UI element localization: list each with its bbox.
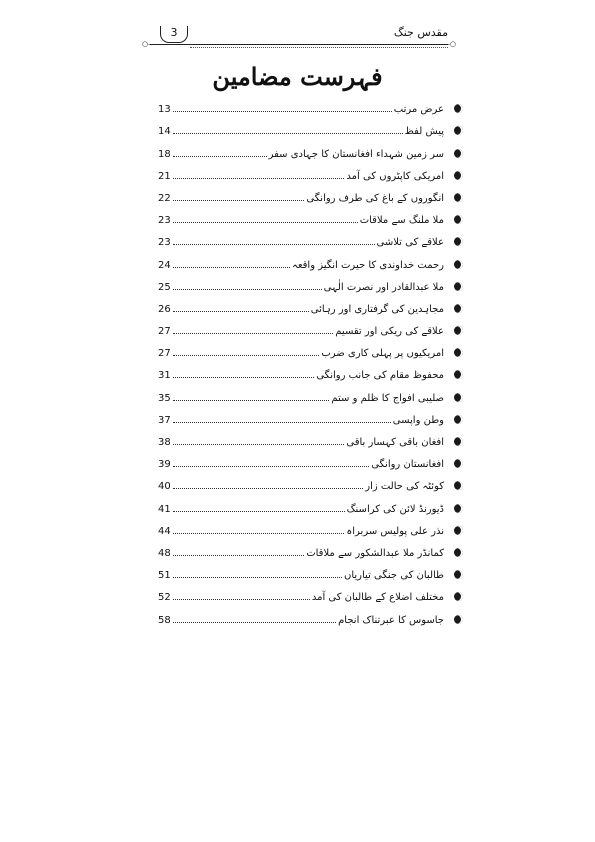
bullet-icon	[454, 193, 463, 202]
toc-entry-page: 41	[158, 503, 171, 515]
toc-entry-page: 26	[158, 303, 171, 315]
toc-entry-page: 31	[158, 370, 171, 382]
toc-entry[interactable]	[158, 560, 463, 582]
bullet-icon	[454, 304, 463, 313]
toc-entry-title: امریکی کاپٹروں کی آمد	[346, 170, 444, 182]
toc-entry-page: 14	[158, 126, 171, 138]
dot-leader	[173, 422, 391, 423]
toc-entry[interactable]	[158, 272, 463, 294]
toc-entry-page: 13	[158, 104, 171, 116]
toc-entry-title: علاقے کی ریکی اور تقسیم	[335, 326, 444, 338]
toc-entry[interactable]	[158, 338, 463, 360]
toc-entry[interactable]	[158, 205, 463, 227]
toc-entry-title: مجاہدین کی گرفتاری اور رہائی	[310, 303, 444, 315]
toc-entry-page: 27	[158, 348, 171, 360]
toc-entry-title: ملا ملنگ سے ملاقات	[359, 215, 444, 227]
toc-entry-title: انگوروں کے باغ کی طرف روانگی	[306, 192, 444, 204]
header-rule	[150, 44, 448, 45]
toc-entry[interactable]	[158, 227, 463, 249]
bullet-icon	[454, 237, 463, 246]
bullet-icon	[454, 459, 463, 468]
toc-entry-page: 51	[158, 570, 171, 582]
toc-entry-page: 39	[158, 459, 171, 471]
toc-entry-title: علاقے کی تلاشی	[376, 237, 444, 249]
toc-entry[interactable]	[158, 516, 463, 538]
toc-entry-title: طالبان کی جنگی تیاریاں	[344, 570, 444, 582]
toc-entry[interactable]	[158, 382, 463, 404]
toc-entry-title: افغانستان روانگی	[371, 459, 444, 471]
toc-entry[interactable]	[158, 294, 463, 316]
bullet-icon	[454, 149, 463, 158]
bullet-icon	[454, 215, 463, 224]
toc-entry-title: جاسوس کا عبرتناک انجام	[338, 614, 444, 626]
bullet-icon	[454, 260, 463, 269]
dot-leader	[173, 133, 403, 134]
toc-entry[interactable]	[158, 449, 463, 471]
dot-leader	[173, 200, 305, 201]
toc-entry-page: 27	[158, 326, 171, 338]
bullet-icon	[454, 415, 463, 424]
dot-leader	[173, 289, 322, 290]
bullet-icon	[454, 481, 463, 490]
toc-entry[interactable]	[158, 582, 463, 604]
toc-entry-title: مختلف اضلاع کے طالبان کی آمد	[311, 592, 444, 604]
dot-leader	[173, 533, 345, 534]
toc-title: فہرست مضامین	[212, 62, 383, 91]
toc-entry[interactable]	[158, 316, 463, 338]
dot-leader	[173, 244, 375, 245]
page-header	[142, 26, 456, 50]
toc-entry[interactable]	[158, 405, 463, 427]
header-ornament-right: —○	[442, 40, 456, 48]
dot-leader	[173, 444, 345, 445]
bullet-icon	[454, 615, 463, 624]
dot-leader	[173, 511, 345, 512]
dot-leader	[173, 267, 290, 268]
book-title: مقدس جنگ	[393, 26, 448, 39]
header-rule-dotted	[190, 47, 448, 48]
toc-entry[interactable]	[158, 138, 463, 160]
toc-entry-page: 52	[158, 592, 171, 604]
toc-entry-title: نذر علی پولیس سربراہ	[346, 525, 444, 537]
toc-entry-page: 22	[158, 192, 171, 204]
toc-entry-page: 23	[158, 215, 171, 227]
toc-entry-page: 44	[158, 525, 171, 537]
dot-leader	[173, 311, 309, 312]
page-number: 3	[160, 26, 188, 43]
toc-entry[interactable]	[158, 249, 463, 271]
toc-entry-page: 58	[158, 614, 171, 626]
toc-entry-page: 25	[158, 281, 171, 293]
dot-leader	[173, 333, 334, 334]
toc-entry-title: افغان باقی کہسار باقی	[346, 437, 444, 448]
toc-entry-title: کوئٹہ کی حالت زار	[365, 481, 444, 493]
toc-entry-page: 18	[158, 148, 171, 160]
dot-leader	[173, 555, 304, 556]
bullet-icon	[454, 370, 463, 379]
toc-entry-title: وطن واپسی	[392, 414, 444, 426]
bullet-icon	[454, 526, 463, 535]
toc-entry-title: محفوظ مقام کی جانب روانگی	[316, 370, 444, 382]
dot-leader	[173, 178, 345, 179]
header-ornament-left: ○—	[142, 40, 156, 48]
toc-entry[interactable]	[158, 116, 463, 138]
toc-entry-title: کمانڈر ملا عبدالشکور سے ملاقات	[306, 547, 444, 559]
dot-leader	[173, 111, 392, 112]
bullet-icon	[454, 504, 463, 513]
toc-entry-page: 38	[158, 437, 171, 448]
toc-entry[interactable]	[158, 94, 463, 116]
toc-entry-title: امریکیوں پر پہلی کاری ضرب	[321, 348, 444, 360]
bullet-icon	[454, 570, 463, 579]
dot-leader	[173, 577, 342, 578]
toc-entry-page: 21	[158, 170, 171, 182]
bullet-icon	[454, 592, 463, 601]
toc-entry-title: سر زمین شہداء افغانستان کا جہادی سفر	[268, 148, 444, 160]
bullet-icon	[454, 171, 463, 180]
toc-entry-page: 48	[158, 547, 171, 559]
dot-leader	[173, 622, 336, 623]
bullet-icon	[454, 282, 463, 291]
toc-list	[158, 94, 463, 627]
bullet-icon	[454, 348, 463, 357]
toc-entry-title: صلیبی افواج کا ظلم و ستم	[331, 392, 444, 404]
toc-entry-page: 37	[158, 414, 171, 426]
toc-entry[interactable]	[158, 493, 463, 515]
dot-leader	[173, 377, 315, 378]
toc-entry[interactable]	[158, 538, 463, 560]
toc-entry[interactable]	[158, 161, 463, 183]
toc-entry[interactable]	[158, 427, 463, 449]
toc-entry-page: 40	[158, 481, 171, 493]
toc-entry-page: 24	[158, 259, 171, 271]
toc-entry-page: 23	[158, 237, 171, 249]
toc-entry-title: عرض مرتب	[393, 104, 444, 116]
toc-entry-title: رحمت خداوندی کا حیرت انگیز واقعہ	[291, 259, 444, 271]
dot-leader	[173, 222, 358, 223]
toc-entry-title: ڈیورنڈ لائن کی کراسنگ	[346, 503, 444, 515]
bullet-icon	[454, 548, 463, 557]
toc-entry[interactable]	[158, 471, 463, 493]
toc-entry[interactable]	[158, 360, 463, 382]
toc-entry-page: 35	[158, 392, 171, 404]
bullet-icon	[454, 326, 463, 335]
dot-leader	[173, 599, 310, 600]
bullet-icon	[454, 437, 463, 446]
toc-entry[interactable]	[158, 183, 463, 205]
toc-entry[interactable]	[158, 604, 463, 626]
dot-leader	[173, 488, 364, 489]
bullet-icon	[454, 126, 463, 135]
bullet-icon	[454, 393, 463, 402]
bullet-icon	[454, 104, 463, 113]
dot-leader	[173, 156, 267, 157]
dot-leader	[173, 400, 330, 401]
dot-leader	[173, 355, 320, 356]
toc-entry-title: پیش لفظ	[404, 126, 444, 138]
toc-entry-title: ملا عبدالقادر اور نصرت الٰہی	[323, 281, 444, 293]
dot-leader	[173, 466, 369, 467]
